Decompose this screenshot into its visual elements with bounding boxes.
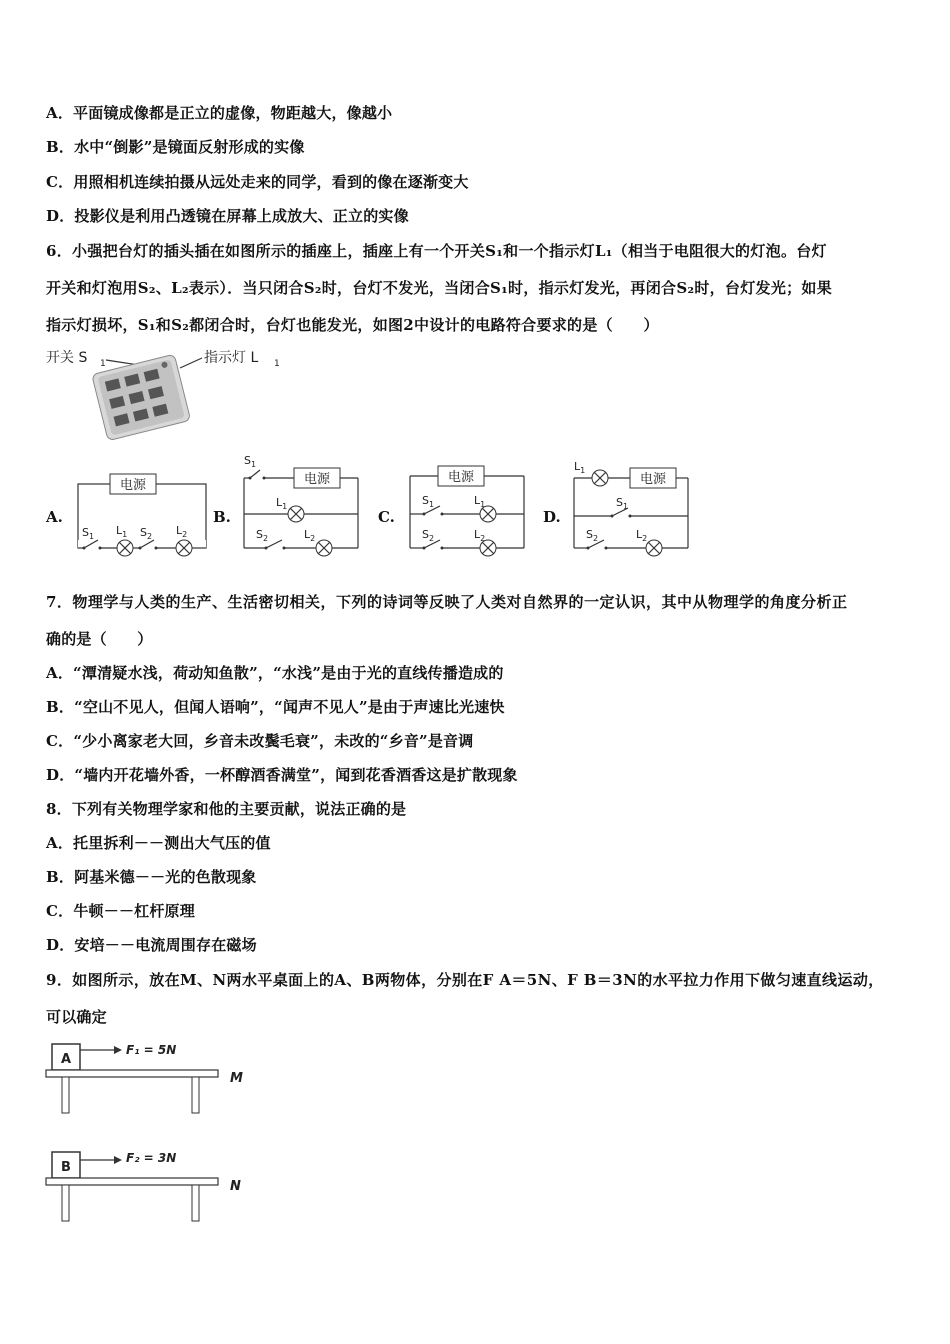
circuit-label-d: D. (543, 508, 561, 526)
q6-stem-line1: 6．小强把台灯的插头插在如图所示的插座上，插座上有一个开关S₁和一个指示灯L₁（相当于电阻很大的灯泡。台灯 (46, 242, 827, 260)
q7-option-d: D．“墙内开花墙外香，一杯醇酒香满堂”，闻到花香酒香这是扩散现象 (46, 766, 518, 784)
block-a-label: A (60, 1052, 72, 1067)
table-leg (192, 1185, 199, 1221)
q5-option-d: D．投影仪是利用凸透镜在屏幕上成放大、正立的实像 (46, 207, 409, 225)
l2-label: $L_2$ (176, 524, 188, 539)
table-m-figure (44, 1036, 264, 1120)
switch-s2 (266, 540, 282, 548)
q8-option-d: D．安培－－电流周围存在磁场 (46, 936, 257, 954)
socket-figure (44, 344, 304, 444)
block-b-label: B (61, 1160, 71, 1175)
lamp-label: 指示灯 L (204, 350, 259, 366)
l2-label: $L_2$ (474, 528, 486, 543)
q6-stem-line2: 开关和灯泡用S₂、L₂表示）．当只闭合S₂时，台灯不发光，当闭合S₁时，指示灯发光，再闭合S₂时，台灯发光；如果 (46, 279, 833, 297)
table-leg (62, 1185, 69, 1221)
power-label: 电源 (303, 472, 331, 487)
power-strip (92, 354, 191, 441)
l2-label: $L_2$ (636, 528, 648, 543)
table-leg (192, 1077, 199, 1113)
power-label: 电源 (639, 472, 667, 487)
power-label: 电源 (447, 470, 475, 485)
arrow-right-icon (114, 1156, 122, 1164)
q7-stem-line1: 7．物理学与人类的生产、生活密切相关，下列的诗词等反映了人类对自然界的一定认识，其中从物理学的角度分析正 (46, 593, 848, 611)
table-leg (62, 1077, 69, 1113)
q5-option-b: B．水中“倒影”是镜面反射形成的实像 (46, 138, 305, 156)
q5-option-c: C．用照相机连续拍摄从远处走来的同学，看到的像在逐渐变大 (46, 173, 469, 191)
table-n-label: N (230, 1179, 241, 1194)
s1-label: $S_1$ (422, 494, 435, 509)
circuit-label-a: A. (46, 508, 63, 526)
q6-stem-line3: 指示灯损坏，S₁和S₂都闭合时，台灯也能发光，如图2中设计的电路符合要求的是（ ） (46, 316, 659, 334)
q7-option-b: B．“空山不见人，但闻人语响”，“闻声不见人”是由于声速比光速快 (46, 698, 505, 716)
circuit-b (236, 452, 366, 556)
q7-stem-line2: 确的是（ ） (46, 630, 153, 648)
q9-stem-line1: 9．如图所示，放在M、N两水平桌面上的A、B两物体，分别在F A＝5N、F B＝3N的水平拉力作用下做匀速直线运动， (46, 971, 884, 989)
switch-label-sub: 1 (100, 359, 106, 369)
l1-label: $L_1$ (116, 524, 128, 539)
circuit-d (566, 456, 696, 556)
q8-stem: 8．下列有关物理学家和他的主要贡献，说法正确的是 (46, 800, 407, 818)
q7-option-c: C．“少小离家老大回，乡音未改鬓毛衰”，未改的“乡音”是音调 (46, 732, 474, 750)
q8-option-c: C．牛顿－－杠杆原理 (46, 902, 195, 920)
l1-label: $L_1$ (474, 494, 486, 509)
l1-label: $L_1$ (574, 460, 586, 475)
q8-option-b: B．阿基米德－－光的色散现象 (46, 868, 257, 886)
table-top (46, 1070, 218, 1077)
power-label: 电源 (119, 478, 147, 493)
s2-label: $S_2$ (140, 526, 153, 541)
switch-s1 (250, 470, 260, 478)
s1-label: $S_1$ (244, 454, 257, 469)
q8-option-a: A．托里拆利－－测出大气压的值 (46, 834, 271, 852)
q5-option-a: A．平面镜成像都是正立的虚像，物距越大，像越小 (46, 104, 393, 122)
arrow-right-icon (114, 1046, 122, 1054)
lamp-label-sub: 1 (274, 359, 280, 369)
s2-label: $S_2$ (586, 528, 599, 543)
switch-label: 开关 S (46, 350, 88, 366)
s1-label: $S_1$ (82, 526, 95, 541)
q9-stem-line2: 可以确定 (46, 1008, 107, 1026)
circuit-c (402, 458, 532, 556)
force-f1-label: F₁ = 5N (126, 1043, 177, 1057)
table-m-label: M (230, 1071, 243, 1086)
s2-label: $S_2$ (422, 528, 435, 543)
table-n-figure (44, 1144, 264, 1228)
force-f2-label: F₂ = 3N (126, 1151, 177, 1165)
l1-label: $L_1$ (276, 496, 288, 511)
circuit-label-c: C. (378, 508, 395, 526)
circuit-label-b: B. (213, 508, 231, 526)
q7-option-a: A．“潭清疑水浅，荷动知鱼散”，“水浅”是由于光的直线传播造成的 (46, 664, 504, 682)
l2-label: $L_2$ (304, 528, 316, 543)
s2-label: $S_2$ (256, 528, 269, 543)
s1-label: $S_1$ (616, 496, 629, 511)
table-top (46, 1178, 218, 1185)
circuit-a (70, 468, 210, 558)
